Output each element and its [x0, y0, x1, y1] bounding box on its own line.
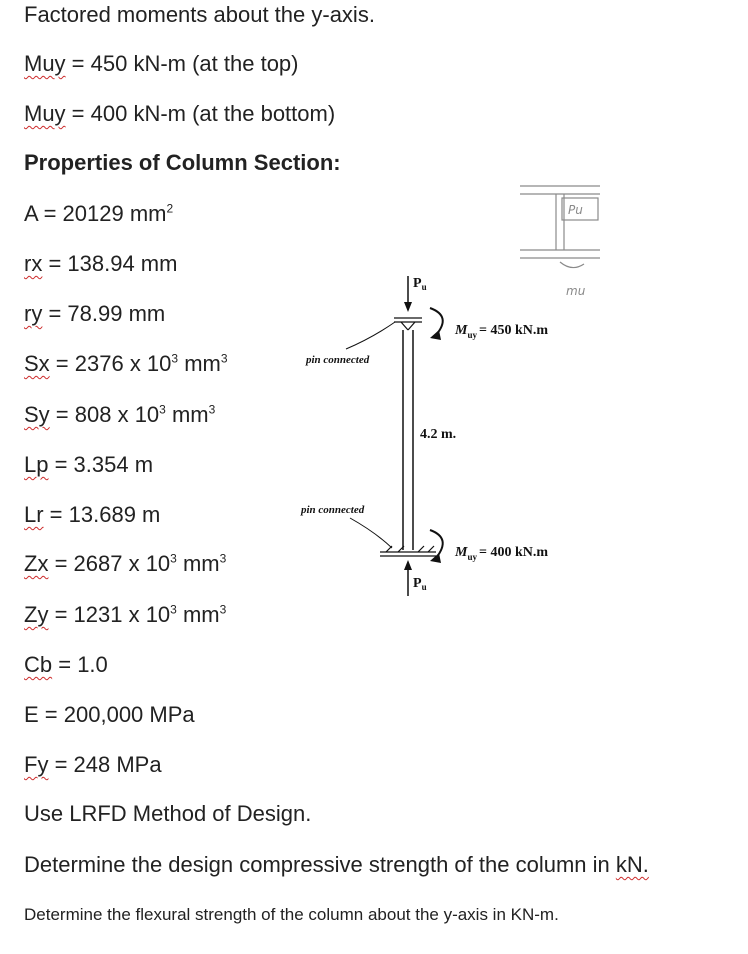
sy-symbol: Sy — [24, 402, 50, 427]
sx-unit-exponent: 3 — [220, 351, 228, 366]
top-moment-arrow — [430, 308, 443, 340]
lrfd-text: Use LRFD Method of Design. — [24, 801, 312, 826]
muy-bottom-value: = 400 kN-m (at the bottom) — [65, 101, 336, 126]
ry-value: = 78.99 mm — [42, 301, 166, 326]
question-compressive-unit: kN. — [615, 852, 649, 877]
zx-symbol: Zx — [24, 551, 49, 576]
lp-symbol: Lp — [24, 452, 49, 477]
area-exponent: 2 — [166, 201, 174, 216]
question-flexural-text: Determine the flexural strength of the column about the y-axis in KN-m. — [24, 905, 559, 924]
l1-text: Factored moments about the y-axis. — [24, 2, 375, 27]
sy-unit: mm — [165, 402, 209, 427]
muy-symbol: Muy — [24, 101, 66, 126]
zx-value: = 2687 x 10 — [48, 551, 171, 576]
zy-unit: mm — [176, 602, 220, 627]
lr-symbol: Lr — [24, 502, 44, 527]
zy-unit-exponent: 3 — [219, 602, 227, 617]
cb-symbol: Cb — [24, 652, 53, 677]
sketch-pu-label: Pu — [568, 203, 583, 217]
ry-symbol: ry — [24, 301, 43, 326]
rx-symbol: rx — [24, 251, 43, 276]
muy-symbol: Muy — [24, 51, 66, 76]
column-length-label: 4.2 m. — [420, 427, 457, 442]
cb-value: = 1.0 — [52, 652, 108, 677]
top-pin-leader — [346, 322, 395, 349]
e-value: = 200,000 MPa — [38, 702, 195, 727]
sx-value: = 2376 x 10 — [49, 351, 172, 376]
top-pin-label: pin connected — [306, 354, 370, 366]
sx-exponent: 3 — [171, 351, 179, 366]
top-pin-support — [394, 318, 422, 330]
column-member — [403, 330, 413, 550]
area-symbol: A — [24, 201, 38, 226]
bottom-axial-load-arrow — [404, 560, 412, 596]
bottom-moment-label: $M_{uy} = 400$ kN.m — [455, 545, 549, 562]
zy-exponent: 3 — [170, 602, 177, 617]
area-value: = 20129 mm — [37, 201, 167, 226]
lp-value: = 3.354 m — [48, 452, 154, 477]
zx-exponent: 3 — [170, 551, 177, 566]
fy-symbol: Fy — [24, 752, 49, 777]
zy-symbol: Zy — [24, 602, 49, 627]
bottom-pin-leader — [350, 518, 392, 548]
fy-value: = 248 MPa — [48, 752, 162, 777]
bottom-load-label: $P_u$ — [413, 576, 427, 592]
sx-unit: mm — [178, 351, 221, 376]
zx-unit-exponent: 3 — [219, 551, 227, 566]
bottom-moment-arrow — [430, 530, 443, 563]
sy-value: = 808 x 10 — [49, 402, 160, 427]
sketch-mu-label: mu — [566, 284, 586, 298]
bottom-pin-label: pin connected — [301, 504, 365, 516]
sy-unit-exponent: 3 — [208, 402, 216, 417]
section-sketch — [520, 186, 600, 268]
properties-heading-text: Properties of Column Section: — [24, 150, 341, 175]
top-load-label: $P_u$ — [413, 276, 427, 292]
rx-value: = 138.94 mm — [42, 251, 178, 276]
e-symbol: E — [24, 702, 39, 727]
zy-value: = 1231 x 10 — [48, 602, 171, 627]
sx-symbol: Sx — [24, 351, 50, 376]
bottom-pin-support — [380, 546, 436, 556]
sy-exponent: 3 — [159, 402, 166, 417]
zx-unit: mm — [176, 551, 220, 576]
question-compressive-text: Determine the design compressive strength of the column in — [24, 852, 616, 877]
lr-value: = 13.689 m — [43, 502, 161, 527]
top-moment-label: $M_{uy} = 450$ kN.m — [455, 323, 549, 340]
muy-top-value: = 450 kN-m (at the top) — [65, 51, 299, 76]
top-axial-load-arrow — [404, 276, 412, 312]
